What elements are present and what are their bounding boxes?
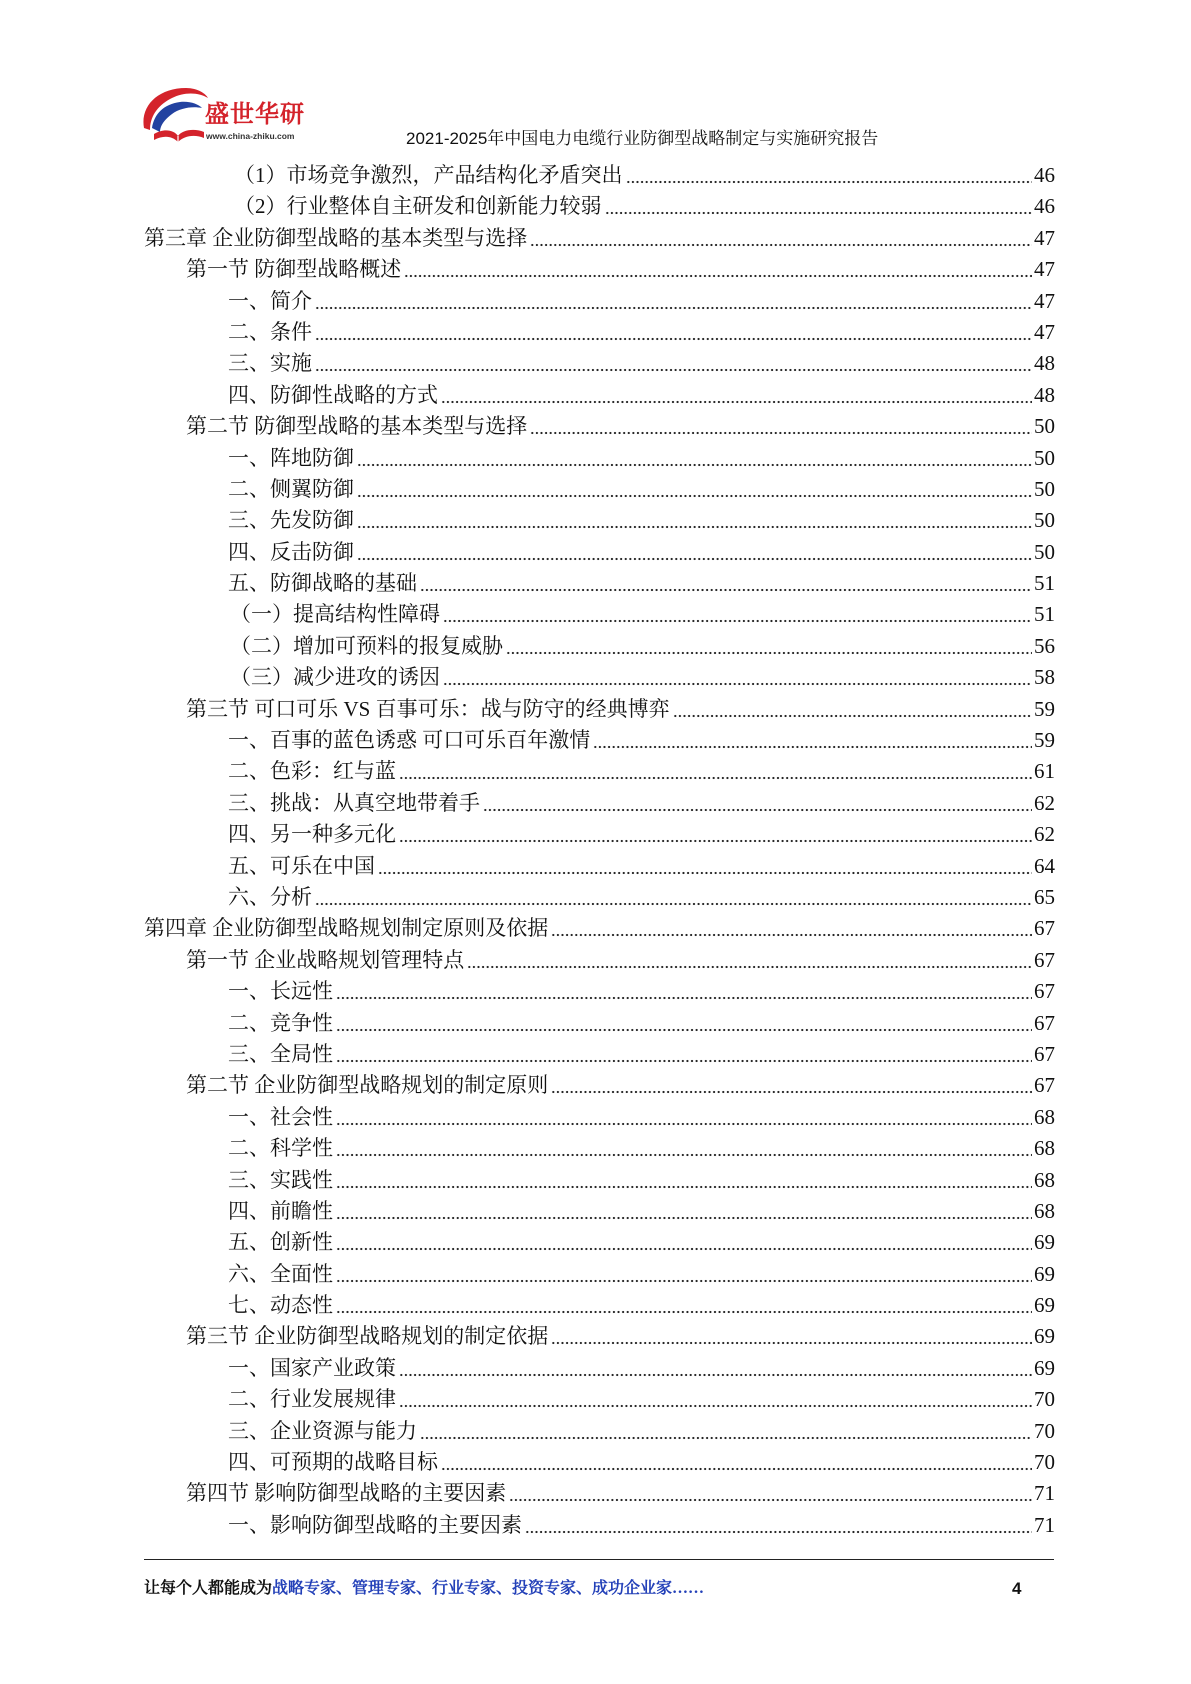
toc-entry-title: 一、长远性	[228, 979, 333, 1004]
toc-subsection	[144, 443, 1055, 474]
logo-book-shape	[154, 130, 204, 142]
toc-dot-leader	[525, 1510, 1032, 1541]
toc-entry-title: （一）提高结构性障碍	[230, 602, 440, 627]
toc-subsection	[144, 1259, 1055, 1290]
logo-name: 盛世华研	[205, 101, 305, 128]
toc-dot-leader	[336, 1165, 1032, 1196]
toc-subsection	[144, 348, 1055, 379]
toc-entry-title: 二、条件	[228, 319, 312, 344]
toc-subsection	[144, 882, 1055, 913]
toc-item	[144, 160, 1055, 191]
toc-page-number: 50	[1034, 476, 1055, 501]
toc-page-number: 62	[1034, 822, 1055, 847]
toc-subsection	[144, 1447, 1055, 1478]
toc-page-number: 70	[1034, 1418, 1055, 1443]
toc-dot-leader	[673, 694, 1032, 725]
toc-entry-title: 第三章 企业防御型战略的基本类型与选择	[144, 225, 528, 250]
toc-section	[144, 694, 1055, 725]
toc-subsection	[144, 1510, 1055, 1541]
toc-entry-title: 七、动态性	[228, 1293, 333, 1318]
toc-page-number: 64	[1034, 853, 1055, 878]
toc-entry-title: 二、科学性	[228, 1136, 333, 1161]
toc-dot-leader	[315, 286, 1032, 317]
toc-subsection	[144, 505, 1055, 536]
page-number: 4	[1012, 1579, 1022, 1598]
toc-subsection	[144, 1039, 1055, 1070]
toc-dot-leader	[530, 411, 1032, 442]
toc-entry-title: 一、百事的蓝色诱惑 可口可乐百年激情	[228, 728, 591, 753]
toc-entry-title: 第三节 企业防御型战略规划的制定依据	[186, 1324, 549, 1349]
toc-dot-leader	[399, 1384, 1032, 1415]
logo-url-text: www.china-zhiku.com	[206, 131, 295, 141]
report-title: 2021-2025年中国电力电缆行业防御型战略制定与实施研究报告	[406, 129, 879, 148]
toc-page-number: 50	[1034, 445, 1055, 470]
toc-subsection	[144, 1196, 1055, 1227]
toc-page-number: 58	[1034, 665, 1055, 690]
toc-page-number: 47	[1034, 257, 1055, 282]
toc-subsection	[144, 1353, 1055, 1384]
toc-dot-leader	[467, 945, 1032, 976]
toc-entry-title: 三、全局性	[228, 1041, 333, 1066]
toc-entry-title: 第四节 影响防御型战略的主要因素	[186, 1481, 507, 1506]
toc-dot-leader	[506, 631, 1032, 662]
toc-entry-title: 第一节 防御型战略概述	[186, 257, 402, 282]
toc-page-number: 69	[1034, 1324, 1055, 1349]
toc-dot-leader	[336, 976, 1032, 1007]
toc-item	[144, 191, 1055, 222]
toc-subsection	[144, 1290, 1055, 1321]
page-footer	[0, 1540, 1191, 1620]
toc-subsection	[144, 788, 1055, 819]
toc-section	[144, 1070, 1055, 1101]
toc-entry-title: 第一节 企业战略规划管理特点	[186, 947, 465, 972]
toc-dot-leader	[336, 1259, 1032, 1290]
toc-entry-title: 第二节 防御型战略的基本类型与选择	[186, 414, 528, 439]
footer-slogan-prefix: 让每个人都能成为	[144, 1580, 273, 1597]
toc-entry-title: （三）减少进攻的诱因	[230, 665, 440, 690]
book-swoosh-logo-icon	[140, 84, 210, 148]
toc-dot-leader	[336, 1196, 1032, 1227]
toc-page-number: 70	[1034, 1387, 1055, 1412]
toc-subsection	[144, 819, 1055, 850]
toc-section	[144, 1321, 1055, 1352]
toc-entry-title: 三、实施	[228, 351, 312, 376]
toc-page-number: 67	[1034, 979, 1055, 1004]
toc-subsection	[144, 286, 1055, 317]
toc-dot-leader	[357, 474, 1032, 505]
toc-entry-title: 五、创新性	[228, 1230, 333, 1255]
toc-page-number: 68	[1034, 1198, 1055, 1223]
toc-entry-title: （1）市场竞争激烈，产品结构化矛盾突出	[234, 163, 623, 187]
toc-entry-title: 第三节 可口可乐 VS 百事可乐：战与防守的经典博弈	[186, 696, 670, 721]
toc-page-number: 61	[1034, 759, 1055, 784]
toc-subsection	[144, 317, 1055, 348]
toc-dot-leader	[399, 756, 1032, 787]
toc-dot-leader	[315, 348, 1032, 379]
toc-dot-leader	[551, 913, 1032, 944]
toc-dot-leader	[420, 1416, 1032, 1447]
toc-subsection	[144, 1008, 1055, 1039]
toc-page-number: 59	[1034, 696, 1055, 721]
toc-page-number: 50	[1034, 539, 1055, 564]
toc-page-number: 71	[1034, 1512, 1055, 1537]
toc-page-number: 47	[1034, 225, 1055, 250]
toc-subsection	[144, 537, 1055, 568]
toc-item	[144, 631, 1055, 662]
toc-dot-leader	[357, 537, 1032, 568]
toc-entry-title: 五、可乐在中国	[228, 853, 375, 878]
toc-item	[144, 662, 1055, 693]
toc-dot-leader	[336, 1227, 1032, 1258]
toc-entry-title: 四、反击防御	[228, 539, 354, 564]
toc-page-number: 71	[1034, 1481, 1055, 1506]
toc-subsection	[144, 1165, 1055, 1196]
toc-page-number: 51	[1034, 602, 1055, 627]
toc-subsection	[144, 1416, 1055, 1447]
toc-page-number: 65	[1034, 884, 1055, 909]
toc-dot-leader	[441, 1447, 1032, 1478]
toc-subsection	[144, 1133, 1055, 1164]
logo-icon	[140, 84, 210, 148]
toc-dot-leader	[315, 317, 1032, 348]
toc-page-number: 62	[1034, 790, 1055, 815]
toc-subsection	[144, 725, 1055, 756]
toc-page-number: 51	[1034, 571, 1055, 596]
toc-entry-title: 四、可预期的战略目标	[228, 1450, 438, 1475]
toc-dot-leader	[336, 1133, 1032, 1164]
toc-subsection	[144, 851, 1055, 882]
toc-entry-title: 四、前瞻性	[228, 1198, 333, 1223]
toc-dot-leader	[551, 1070, 1032, 1101]
toc-page-number: 48	[1034, 382, 1055, 407]
toc-page-number: 50	[1034, 414, 1055, 439]
toc-dot-leader	[483, 788, 1032, 819]
toc-entry-title: 四、防御性战略的方式	[228, 382, 438, 407]
toc-page-number: 46	[1034, 163, 1055, 187]
toc-dot-leader	[443, 599, 1032, 630]
toc-subsection	[144, 474, 1055, 505]
toc-page-number: 68	[1034, 1167, 1055, 1192]
toc-entry-title: 二、侧翼防御	[228, 476, 354, 501]
toc-page-number: 47	[1034, 319, 1055, 344]
toc-page-number: 56	[1034, 633, 1055, 658]
toc-dot-leader	[420, 568, 1032, 599]
toc-subsection	[144, 1384, 1055, 1415]
toc-dot-leader	[336, 1102, 1032, 1133]
toc-entry-title: 三、实践性	[228, 1167, 333, 1192]
toc-section	[144, 254, 1055, 285]
toc-dot-leader	[399, 1353, 1032, 1384]
toc-page-number: 70	[1034, 1450, 1055, 1475]
toc-entry-title: 一、阵地防御	[228, 445, 354, 470]
toc-entry-title: 二、竞争性	[228, 1010, 333, 1035]
toc-subsection	[144, 1102, 1055, 1133]
toc-chapter	[144, 913, 1055, 944]
toc-dot-leader	[530, 223, 1032, 254]
toc-page-number: 67	[1034, 947, 1055, 972]
toc-section	[144, 1478, 1055, 1509]
toc-entry-title: （二）增加可预料的报复威胁	[230, 633, 503, 658]
toc-page-number: 67	[1034, 1041, 1055, 1066]
footer-divider	[144, 1559, 1054, 1560]
toc-entry-title: 一、国家产业政策	[228, 1355, 396, 1380]
toc-page-number: 67	[1034, 1073, 1055, 1098]
toc-dot-leader	[336, 1290, 1032, 1321]
toc-entry-title: 三、先发防御	[228, 508, 354, 533]
toc-entry-title: 一、社会性	[228, 1104, 333, 1129]
toc-dot-leader	[509, 1478, 1032, 1509]
toc-page-number: 59	[1034, 728, 1055, 753]
toc-entry-title: 三、企业资源与能力	[228, 1418, 417, 1443]
toc-page-number: 69	[1034, 1261, 1055, 1286]
toc-dot-leader	[404, 254, 1032, 285]
toc-entry-title: 二、行业发展规律	[228, 1387, 396, 1412]
toc-dot-leader	[336, 1008, 1032, 1039]
toc-subsection	[144, 1227, 1055, 1258]
toc-section	[144, 411, 1055, 442]
toc-entry-title: 五、防御战略的基础	[228, 571, 417, 596]
toc-entry-title: 二、色彩：红与蓝	[228, 759, 396, 784]
toc-entry-title: 六、全面性	[228, 1261, 333, 1286]
toc-dot-leader	[315, 882, 1032, 913]
toc-dot-leader	[357, 505, 1032, 536]
toc-page-number: 68	[1034, 1104, 1055, 1129]
toc-page-number: 69	[1034, 1230, 1055, 1255]
toc-dot-leader	[626, 160, 1033, 191]
toc-chapter	[144, 223, 1055, 254]
toc-dot-leader	[551, 1321, 1032, 1352]
toc-dot-leader	[443, 662, 1032, 693]
toc-item	[144, 599, 1055, 630]
toc-subsection	[144, 756, 1055, 787]
toc-page-number: 69	[1034, 1293, 1055, 1318]
toc-page-number: 67	[1034, 1010, 1055, 1035]
toc-page-number: 48	[1034, 351, 1055, 376]
toc-subsection	[144, 976, 1055, 1007]
toc-entry-title: 一、简介	[228, 288, 312, 313]
toc-dot-leader	[336, 1039, 1032, 1070]
toc-dot-leader	[378, 851, 1032, 882]
toc-entry-title: 六、分析	[228, 884, 312, 909]
toc-dot-leader	[399, 819, 1032, 850]
toc-entry-title: 四、另一种多元化	[228, 822, 396, 847]
toc-page-number: 67	[1034, 916, 1055, 941]
page-header	[0, 0, 1191, 160]
toc-page-number: 46	[1034, 194, 1055, 219]
toc-subsection	[144, 380, 1055, 411]
footer-slogan	[144, 1578, 704, 1600]
toc-dot-leader	[357, 443, 1032, 474]
toc-page-number: 47	[1034, 288, 1055, 313]
toc-dot-leader	[441, 380, 1032, 411]
toc-entry-title: 三、挑战：从真空地带着手	[228, 790, 480, 815]
toc-page-number: 50	[1034, 508, 1055, 533]
table-of-contents	[144, 160, 1055, 1541]
toc-entry-title: 一、影响防御型战略的主要因素	[228, 1512, 522, 1537]
toc-dot-leader	[605, 191, 1033, 222]
toc-page-number: 68	[1034, 1136, 1055, 1161]
toc-entry-title: 第二节 企业防御型战略规划的制定原则	[186, 1073, 549, 1098]
toc-entry-title: （2）行业整体自主研发和创新能力较弱	[234, 194, 602, 219]
toc-subsection	[144, 568, 1055, 599]
toc-dot-leader	[593, 725, 1032, 756]
toc-section	[144, 945, 1055, 976]
footer-slogan-highlight: 战略专家、管理专家、行业专家、投资专家、成功企业家……	[272, 1580, 705, 1597]
toc-page-number: 69	[1034, 1355, 1055, 1380]
toc-entry-title: 第四章 企业防御型战略规划制定原则及依据	[144, 916, 549, 941]
